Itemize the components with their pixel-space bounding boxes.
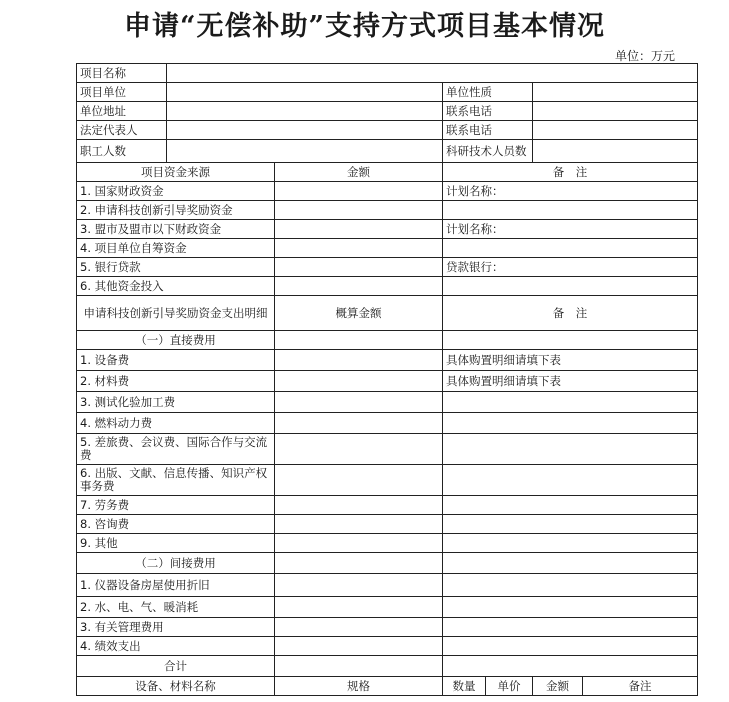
row-staff: [77, 140, 698, 163]
indirect-label: 3. 有关管理费用: [77, 618, 275, 637]
expense-note[interactable]: 具体购置明细请填下表: [443, 371, 698, 392]
legal-rep-field[interactable]: [167, 121, 443, 140]
row-project-unit: [77, 83, 698, 102]
funding-label: 1. 国家财政资金: [77, 182, 275, 201]
equipment-note-header: 备注: [583, 677, 698, 696]
total-label: 合计: [77, 656, 275, 677]
expense-label: 1. 设备费: [77, 350, 275, 371]
direct-cost-amount-field[interactable]: [275, 331, 443, 350]
equipment-name-header: 设备、材料名称: [77, 677, 275, 696]
contact-phone2-field[interactable]: [533, 121, 698, 140]
indirect-amount-field[interactable]: [275, 574, 443, 597]
expense-amount-field[interactable]: [275, 371, 443, 392]
funding-row: [77, 258, 698, 277]
expense-note[interactable]: [443, 496, 698, 515]
funding-amount-field[interactable]: [275, 239, 443, 258]
unit-label: 单位：万元: [614, 49, 675, 63]
row-project-name: [77, 64, 698, 83]
expense-row: [77, 534, 698, 553]
funding-row: [77, 239, 698, 258]
row-legal-rep: [77, 121, 698, 140]
indirect-cost-title-row: [77, 553, 698, 574]
funding-amount-header: 金额: [275, 163, 443, 182]
expense-header-row: [77, 296, 698, 331]
expense-label: 5. 差旅费、会议费、国际合作与交流费: [77, 434, 275, 465]
equipment-price-header: 单价: [486, 677, 533, 696]
expense-row: [77, 350, 698, 371]
expense-row: [77, 413, 698, 434]
equipment-spec-header: 规格: [275, 677, 443, 696]
indirect-row: [77, 597, 698, 618]
contact-phone-field[interactable]: [533, 102, 698, 121]
expense-amount-field[interactable]: [275, 434, 443, 465]
legal-rep-label: 法定代表人: [77, 121, 167, 140]
expense-note-header: 备 注: [443, 296, 698, 331]
rd-staff-field[interactable]: [533, 140, 698, 163]
expense-note[interactable]: [443, 465, 698, 496]
expense-note[interactable]: 具体购置明细请填下表: [443, 350, 698, 371]
row-unit-address: [77, 102, 698, 121]
contact-phone2-label: 联系电话: [443, 121, 533, 140]
expense-note[interactable]: [443, 413, 698, 434]
direct-cost-title: （一）直接费用: [77, 331, 275, 350]
indirect-note-field[interactable]: [443, 597, 698, 618]
project-unit-label: 项目单位: [77, 83, 167, 102]
funding-note[interactable]: [443, 201, 698, 220]
equipment-qty-header: 数量: [443, 677, 486, 696]
expense-row: [77, 515, 698, 534]
total-row: [77, 656, 698, 677]
expense-note[interactable]: [443, 392, 698, 413]
indirect-note-field[interactable]: [443, 574, 698, 597]
indirect-amount-field[interactable]: [275, 618, 443, 637]
funding-note[interactable]: 计划名称：: [443, 182, 698, 201]
contact-phone-label: 联系电话: [443, 102, 533, 121]
expense-row: [77, 371, 698, 392]
indirect-note-field[interactable]: [443, 618, 698, 637]
expense-detail-header: 申请科技创新引导奖励资金支出明细: [77, 296, 275, 331]
funding-source-header: 项目资金来源: [77, 163, 275, 182]
total-note-field[interactable]: [443, 656, 698, 677]
indirect-label: 2. 水、电、气、暖消耗: [77, 597, 275, 618]
expense-label: 4. 燃料动力费: [77, 413, 275, 434]
funding-amount-field[interactable]: [275, 220, 443, 239]
expense-amount-field[interactable]: [275, 413, 443, 434]
indirect-cost-title: （二）间接费用: [77, 553, 275, 574]
expense-note[interactable]: [443, 515, 698, 534]
page-title: 申请“无偿补助”支持方式项目基本情况: [123, 11, 606, 42]
funding-amount-field[interactable]: [275, 201, 443, 220]
funding-label: 4. 项目单位自筹资金: [77, 239, 275, 258]
expense-amount-field[interactable]: [275, 392, 443, 413]
rd-staff-label: 科研技术人员数: [443, 140, 533, 163]
indirect-note-field[interactable]: [443, 637, 698, 656]
project-name-field[interactable]: [167, 64, 698, 83]
total-amount-field[interactable]: [275, 656, 443, 677]
expense-amount-field[interactable]: [275, 350, 443, 371]
funding-amount-field[interactable]: [275, 258, 443, 277]
project-form-table: [76, 63, 698, 696]
indirect-cost-note-field[interactable]: [443, 553, 698, 574]
expense-row: [77, 465, 698, 496]
unit-nature-label: 单位性质: [443, 83, 533, 102]
funding-amount-field[interactable]: [275, 182, 443, 201]
expense-amount-header: 概算金额: [275, 296, 443, 331]
unit-address-label: 单位地址: [77, 102, 167, 121]
expense-row: [77, 496, 698, 515]
expense-note[interactable]: [443, 434, 698, 465]
funding-note-header: 备 注: [443, 163, 698, 182]
expense-note[interactable]: [443, 534, 698, 553]
equipment-amount-header: 金额: [533, 677, 583, 696]
indirect-row: [77, 574, 698, 597]
funding-row: [77, 277, 698, 296]
funding-note[interactable]: 计划名称：: [443, 220, 698, 239]
expense-amount-field[interactable]: [275, 465, 443, 496]
funding-label: 6. 其他资金投入: [77, 277, 275, 296]
funding-amount-field[interactable]: [275, 277, 443, 296]
funding-header-row: [77, 163, 698, 182]
expense-label: 3. 测试化验加工费: [77, 392, 275, 413]
expense-row: [77, 434, 698, 465]
staff-count-label: 职工人数: [77, 140, 167, 163]
expense-label: 9. 其他: [77, 534, 275, 553]
indirect-label: 1. 仪器设备房屋使用折旧: [77, 574, 275, 597]
funding-row: [77, 220, 698, 239]
expense-label: 7. 劳务费: [77, 496, 275, 515]
indirect-cost-amount-field[interactable]: [275, 553, 443, 574]
expense-amount-field[interactable]: [275, 515, 443, 534]
funding-label: 5. 银行贷款: [77, 258, 275, 277]
funding-note[interactable]: [443, 239, 698, 258]
indirect-amount-field[interactable]: [275, 597, 443, 618]
expense-label: 6. 出版、文献、信息传播、知识产权事务费: [77, 465, 275, 496]
unit-address-field[interactable]: [167, 102, 443, 121]
expense-amount-field[interactable]: [275, 534, 443, 553]
funding-note[interactable]: [443, 277, 698, 296]
expense-label: 2. 材料费: [77, 371, 275, 392]
indirect-row: [77, 637, 698, 656]
direct-cost-title-row: [77, 331, 698, 350]
staff-count-field[interactable]: [167, 140, 443, 163]
indirect-row: [77, 618, 698, 637]
funding-label: 2. 申请科技创新引导奖励资金: [77, 201, 275, 220]
expense-label: 8. 咨询费: [77, 515, 275, 534]
equipment-header-row: [77, 677, 698, 696]
funding-row: [77, 201, 698, 220]
expense-amount-field[interactable]: [275, 496, 443, 515]
project-name-label: 项目名称: [77, 64, 167, 83]
funding-label: 3. 盟市及盟市以下财政资金: [77, 220, 275, 239]
indirect-amount-field[interactable]: [275, 637, 443, 656]
unit-nature-field[interactable]: [533, 83, 698, 102]
indirect-label: 4. 绩效支出: [77, 637, 275, 656]
direct-cost-note-field[interactable]: [443, 331, 698, 350]
funding-row: [77, 182, 698, 201]
expense-row: [77, 392, 698, 413]
funding-note[interactable]: 贷款银行：: [443, 258, 698, 277]
project-unit-field[interactable]: [167, 83, 443, 102]
